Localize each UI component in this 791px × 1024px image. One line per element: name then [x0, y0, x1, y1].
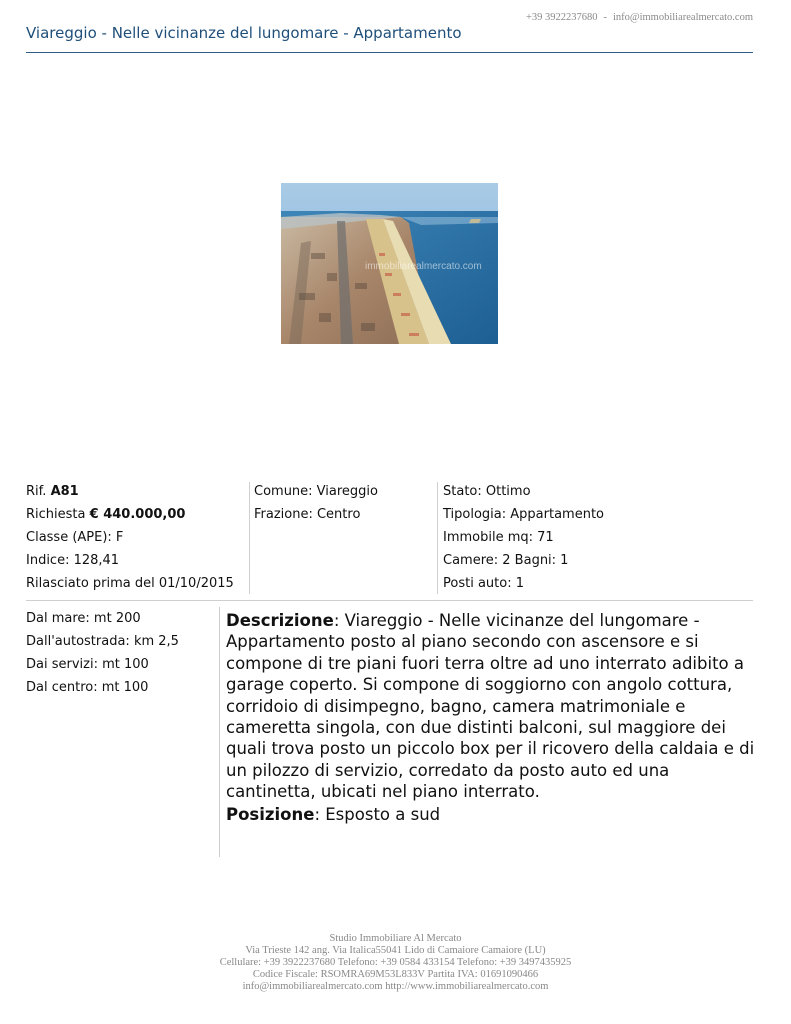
distance-center: Dal centro: mt 100 [26, 680, 149, 695]
details-column-location [254, 480, 434, 526]
comune: Comune: Viareggio [254, 484, 378, 499]
footer-address: Via Trieste 142 ang. Via Italica55041 Lido di Camaiore Camaiore (LU) [245, 945, 546, 956]
energy-index: Indice: 128,41 [26, 553, 120, 568]
details-divider-2 [437, 482, 438, 594]
frazione: Frazione: Centro [254, 507, 361, 522]
details-column-reference [26, 480, 246, 595]
position-text: : Esposto a sud [314, 804, 441, 824]
photo-watermark: immobiliarealmercato.com [365, 261, 482, 272]
position-heading: Posizione [226, 804, 315, 824]
stato: Stato: Ottimo [443, 484, 531, 499]
distance-sea: Dal mare: mt 200 [26, 611, 141, 626]
page-title: Viareggio - Nelle vicinanze del lungomare - Appartamento [26, 24, 462, 42]
footer-company: Studio Immobiliare Al Mercato [329, 933, 462, 944]
footer-web[interactable]: info@immobiliarealmercato.com http://www.immobiliarealmercato.com [242, 981, 549, 992]
property-photo [281, 183, 498, 344]
footer-fiscal: Codice Fiscale: RSOMRA69M53L833V Partita IVA: 01691090466 [252, 969, 539, 980]
description-block [226, 610, 756, 825]
footer-phones: Cellulare: +39 3922237680 Telefono: +39 0584 433154 Telefono: +39 3497435925 [219, 957, 572, 968]
details-column-property [443, 480, 743, 595]
price-row [26, 503, 246, 526]
footer [0, 933, 791, 993]
area-mq: Immobile mq: 71 [443, 530, 554, 545]
reference-label: Rif. [26, 484, 47, 499]
header-separator: - [603, 12, 607, 23]
price-label: Richiesta [26, 507, 86, 522]
rooms: Camere: 2 Bagni: 1 [443, 553, 569, 568]
distances-list [26, 607, 179, 699]
description-heading: Descrizione [226, 611, 334, 630]
price-value: € 440.000,00 [89, 507, 186, 522]
header-contact [526, 12, 753, 23]
description-divider [219, 607, 220, 857]
description-text: : Viareggio - Nelle vicinanze del lungomare - Appartamento posto al piano secondo con ascensore e si compone di tre piani fuori terra oltre ad uno interrato adibito a garage coperto. Si compone di soggiorno con angolo cottura, corridoio di disimpegno, bagno, camera matrimoniale e cameretta singola, con due distinti balconi, sul maggiore dei quali trova posto un piccolo box per il ricovero della caldaia e di un pilozzo di servizio, corredato da posto auto ed una cantinetta, ubicati nel piano interrato. [226, 611, 755, 802]
distance-services: Dai servizi: mt 100 [26, 657, 149, 672]
description-paragraph [226, 610, 756, 803]
reference-value: A81 [50, 484, 79, 499]
energy-issued: Rilasciato prima del 01/10/2015 [26, 576, 234, 591]
tipologia: Tipologia: Appartamento [443, 507, 604, 522]
parking: Posti auto: 1 [443, 576, 524, 591]
energy-class: Classe (APE): F [26, 530, 124, 545]
details-divider-1 [249, 482, 250, 594]
title-divider [26, 52, 753, 53]
position-paragraph [226, 804, 756, 825]
header-phone: +39 3922237680 [525, 12, 598, 23]
reference-row [26, 480, 246, 503]
details-divider-horizontal [26, 600, 753, 601]
header-email[interactable]: info@immobiliarealmercato.com [613, 12, 753, 23]
distance-highway: Dall'autostrada: km 2,5 [26, 634, 179, 649]
